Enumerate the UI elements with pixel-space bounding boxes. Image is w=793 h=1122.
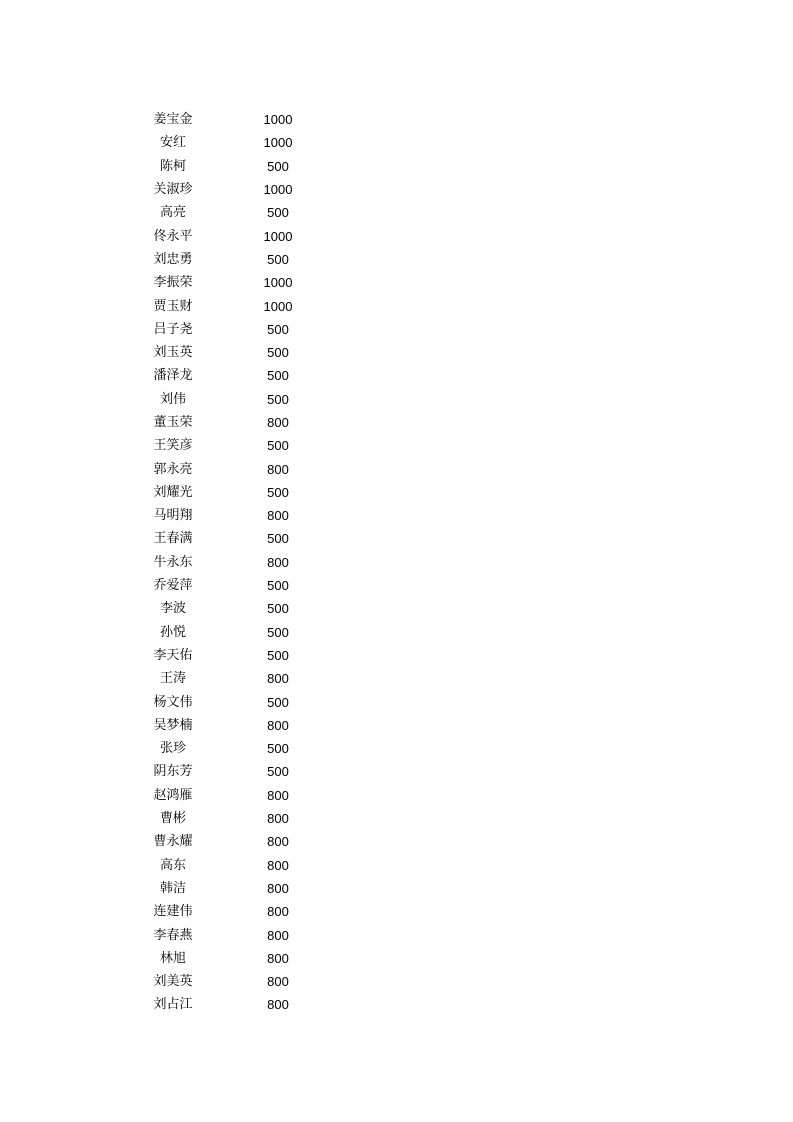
list-row [138, 504, 318, 527]
amount-value: 800 [267, 997, 289, 1013]
list-row [138, 294, 318, 317]
list-row [138, 737, 318, 760]
person-name: 杨文伟 [153, 694, 193, 710]
amount-value: 500 [267, 391, 289, 407]
list-row [138, 481, 318, 504]
amount-value: 500 [267, 601, 289, 617]
name-amount-list [138, 108, 318, 1017]
person-name: 赵鸿雁 [153, 787, 193, 803]
list-row [138, 970, 318, 993]
list-row [138, 224, 318, 247]
amount-value: 500 [267, 531, 289, 547]
list-row [138, 411, 318, 434]
list-row [138, 923, 318, 946]
list-row [138, 248, 318, 271]
amount-value: 1000 [263, 228, 293, 244]
amount-value: 1000 [263, 298, 293, 314]
person-name: 韩洁 [159, 880, 186, 896]
amount-value: 1000 [263, 112, 293, 128]
amount-value: 800 [267, 880, 289, 896]
person-name: 曹永耀 [153, 834, 193, 850]
list-row [138, 574, 318, 597]
person-name: 王涛 [159, 671, 186, 687]
person-name: 乔爱萍 [153, 578, 193, 594]
list-row [138, 900, 318, 923]
list-row [138, 597, 318, 620]
amount-value: 800 [267, 927, 289, 943]
person-name: 刘占江 [153, 997, 193, 1013]
person-name: 李波 [159, 601, 186, 617]
list-row [138, 760, 318, 783]
list-row [138, 551, 318, 574]
list-row [138, 527, 318, 550]
person-name: 贾玉财 [153, 298, 193, 314]
person-name: 刘伟 [159, 391, 186, 407]
list-row [138, 364, 318, 387]
list-row [138, 434, 318, 457]
amount-value: 800 [267, 415, 289, 430]
amount-value: 800 [267, 787, 289, 803]
person-name: 王春满 [153, 531, 193, 547]
list-row [138, 131, 318, 154]
amount-value: 800 [267, 671, 289, 687]
amount-value: 500 [267, 484, 289, 500]
person-name: 关淑珍 [153, 182, 193, 198]
amount-value: 800 [267, 857, 289, 873]
list-row [138, 667, 318, 690]
person-name: 安红 [159, 135, 186, 151]
amount-value: 800 [267, 950, 289, 966]
list-row [138, 155, 318, 178]
amount-value: 500 [267, 764, 289, 780]
person-name: 李春燕 [153, 927, 193, 943]
person-name: 李天佑 [153, 647, 193, 663]
person-name: 董玉荣 [153, 415, 193, 430]
person-name: 陈柯 [159, 158, 186, 174]
list-row [138, 993, 318, 1016]
person-name: 吕子尧 [153, 321, 193, 337]
amount-value: 500 [267, 205, 289, 221]
list-row [138, 201, 318, 224]
amount-value: 500 [267, 647, 289, 663]
list-row [138, 178, 318, 201]
amount-value: 500 [267, 578, 289, 594]
list-row [138, 714, 318, 737]
list-row [138, 830, 318, 853]
amount-value: 1000 [263, 182, 293, 198]
person-name: 张珍 [159, 741, 186, 757]
amount-value: 1000 [263, 275, 293, 291]
person-name: 孙悦 [159, 624, 186, 640]
amount-value: 800 [267, 717, 289, 733]
amount-value: 500 [267, 251, 289, 267]
person-name: 吴梦楠 [153, 717, 193, 733]
person-name: 马明翔 [153, 508, 193, 524]
amount-value: 500 [267, 345, 289, 361]
person-name: 刘玉英 [153, 345, 193, 361]
person-name: 刘美英 [153, 974, 193, 990]
person-name: 姜宝金 [153, 112, 193, 128]
amount-value: 800 [267, 834, 289, 850]
list-row [138, 784, 318, 807]
amount-value: 800 [267, 904, 289, 920]
person-name: 佟永平 [153, 228, 193, 244]
person-name: 刘忠勇 [153, 251, 193, 267]
person-name: 连建伟 [153, 904, 193, 920]
amount-value: 500 [267, 694, 289, 710]
person-name: 牛永东 [153, 554, 193, 570]
person-name: 阴东芳 [153, 764, 193, 780]
list-row [138, 318, 318, 341]
amount-value: 500 [267, 624, 289, 640]
list-row [138, 388, 318, 411]
amount-value: 500 [267, 158, 289, 174]
list-row [138, 807, 318, 830]
list-row [138, 457, 318, 480]
list-row [138, 854, 318, 877]
list-row [138, 108, 318, 131]
amount-value: 800 [267, 508, 289, 524]
person-name: 林旭 [159, 950, 186, 966]
list-row [138, 877, 318, 900]
amount-value: 500 [267, 438, 289, 454]
person-name: 刘耀光 [153, 484, 193, 500]
person-name: 王笑彦 [153, 438, 193, 454]
person-name: 郭永亮 [153, 461, 193, 477]
list-row [138, 947, 318, 970]
person-name: 高亮 [159, 205, 186, 221]
list-row [138, 690, 318, 713]
list-row [138, 621, 318, 644]
amount-value: 800 [267, 811, 289, 827]
amount-value: 500 [267, 368, 289, 384]
list-row [138, 341, 318, 364]
amount-value: 1000 [263, 135, 293, 151]
amount-value: 800 [267, 461, 289, 477]
person-name: 曹彬 [159, 811, 186, 827]
amount-value: 800 [267, 554, 289, 570]
person-name: 潘泽龙 [153, 368, 193, 384]
person-name: 高东 [159, 857, 186, 873]
amount-value: 800 [267, 974, 289, 990]
person-name: 李振荣 [153, 275, 193, 291]
list-row [138, 271, 318, 294]
amount-value: 500 [267, 321, 289, 337]
amount-value: 500 [267, 741, 289, 757]
list-row [138, 644, 318, 667]
